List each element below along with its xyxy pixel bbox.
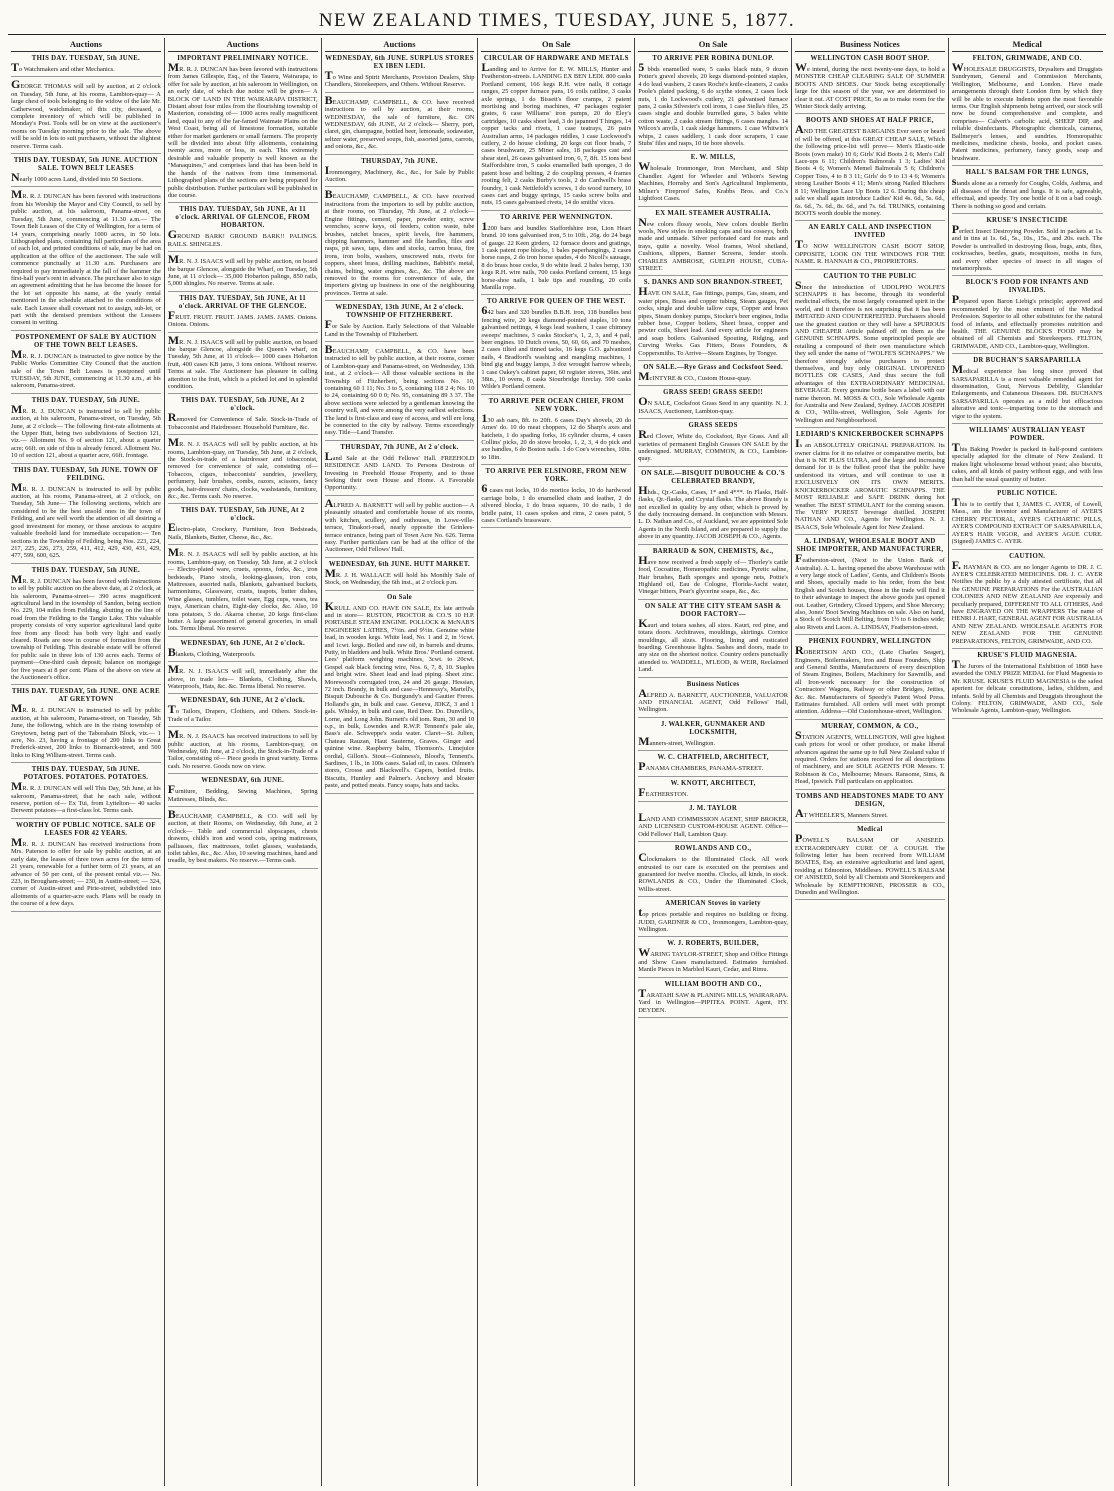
advertisement-body: STATION AGENTS, WELLINGTON, Will give highest cash prices for wool or other produce, or make liberal advances against the same up to full New Zealand value if required. Orders for stations received for all descriptions of machinery, and are SOLE AGENTS FOR Messrs. T. Robinson & Co., Melbourne; Messrs. Ransome, Sims, & Head, Ipswich. Full particulars on application. — [794, 727, 945, 786]
advertisement-heading: FELTON, GRIMWADE, AND CO. — [972, 55, 1082, 62]
advertisement — [11, 77, 161, 154]
advertisement — [325, 561, 475, 591]
advertisement-body: Prepared upon Baron Liebig's principle; approved and recommended by the most eminent of the Medical Profession. Superior to all other substitutes for the natural food of infants, and effectually promotes nutrition and health. THE GENUINE BLOCK'S FOOD may be obtained of all Chemists and Storekeepers. FELTON, GRIMWADE, AND CO., Lambton-quay, Wellington. — [951, 292, 1103, 350]
advertisement — [638, 154, 788, 206]
column-heading: On Sale — [481, 38, 631, 52]
advertisement-heading: THIS DAY. TUESDAY, 5th JUNE, At 2 o'clock. — [180, 507, 305, 523]
advertisement-body: New colors flossy wools, New colors double Berlin wools, New styles in smoking caps and tea cosseys, both made and unmade. Silver perforated card for mats and trays, quite a novelty. Wool frames, Wool shetland, Cushions, slippers, Banner Screens, fender stools. CHARLES AMBROSE, GUELPH HOUSE, CUBA-STREET. — [638, 214, 788, 272]
advertisement-heading: BLOCK'S FOOD FOR INFANTS AND INVALIDS. — [965, 279, 1089, 295]
advertisement — [11, 187, 161, 330]
advertisement-heading: PHŒNIX FOUNDRY, WELLINGTON — [808, 638, 932, 646]
advertisement-body: LAND AND COMMISSION AGENT, SHIP BROKER, AND LICENSED CUSTOM-HOUSE AGENT. Office—Odd Fellows' Hall, Lambton Quay. — [638, 810, 788, 838]
advertisement-body: ROBERTSON AND CO., (Late Charles Seager), Engineers, Boilermakers, Iron and Brass Founders, Ship and General Smiths, Manufacturers of every description of Steam Engines, Boilers, Machinery for Sawmills, and all Iron-work necessary for the construction of Contractors' Wagons, Railway or other Bridges, Jetties, &c. &c. Manufacturers of Speedy's Patent Wool Press. Estimates furnished. All orders will meet with prompt attention. Address—Old Customhouse-street, Wellington. — [794, 643, 945, 716]
advertisement — [952, 652, 1103, 719]
advertisement-heading: TO ARRIVE PER ELSINORE, FROM NEW YORK. — [485, 468, 628, 484]
advertisement — [167, 332, 318, 395]
advertisement — [638, 210, 788, 277]
advertisement-heading: PUBLIC NOTICE. — [997, 490, 1058, 498]
advertisement-body: MR. N. J. ISAACS has received instructions to sell by public auction, at his rooms, Lambton-quay, on Wednesday, 6th June, at 2 o'clock, the Stock-in-Trade of a Tailor, consisting of— Piece goods in great variety. Terms cash. No reserve. Goods now on view. — [167, 727, 318, 770]
advertisement — [795, 793, 945, 823]
advertisement-heading: MURRAY, COMMON, & CO., — [821, 722, 919, 730]
advertisement — [325, 444, 475, 496]
advertisement — [638, 780, 788, 802]
advertisement-heading: ON SALE.—BISQUIT DUBOUCHE & CO.'S CELEBRATED BRANDY, — [641, 469, 786, 485]
advertisement-body: ALFRED A. BARNETT will sell by public auction— A pleasantly situated and comfortable house of six rooms, with kitchen, scullery, and outhouses, in Lowe-ville-terrace, Tinakori-road, nearly opposite the Grinlees-terrace entrance, being part of Town Acre No. 626. Terms easy. Further particulars can be had at the office of the Auctioneer, Odd Fellows' Hall. — [324, 495, 475, 554]
advertisement-heading: A. LINDSAY, WHOLESALE BOOT AND SHOE IMPORTER, AND MANUFACTURER, — [796, 538, 944, 554]
advertisement-body: Ironmongery, Machinery, &c., &c., for Sale by Public Auction. — [324, 162, 475, 184]
advertisement — [481, 298, 631, 394]
advertisement — [325, 304, 475, 342]
advertisement-body: AND THE GREATEST BARGAINS Ever seen or heard of will be offered, at this GREAT CHEAP SALE, Which the following price-list will prove— Men's Elastic-side Boots (own make) 10 6; Girls' Kid Boots 2 6; Men's Calf Lace-ups 6 11; Children's Balmorals 1 3; Ladies' Kid Boots 4 6; Women's Memel Balmorals 5 6; Children's Copper Toes, 4 to 8 3 11; Girls' do 9 to 13 4 6; Women's strong Leather Boots 4 11; Men's strong Nailed Bluchers 8 11; Wellington Lace Up Boots 12 6. During this cheap sale we shall again introduce Ladies' Kid 4s. 6d., 5s. 6d., 6s. 6d., 7s. 6d., 8s. 6d., and 7s. 6d. TRUNKS, containing BOOTS worth double the money. — [794, 122, 945, 217]
advertisement-body: BEAUCHAMP, CAMPBELL, & CO. have received instructions from the importers to sell by public auction, at their rooms, on Thursday, 7th June, at 2 o'clock— Engine fittings, cement, paper, powder entry, screw wrenches, screw keys, oil feeders, cotton waste, tube brushes, ratchet braces, spirit levels, fire hammers, chipping hammers, hammer and file handles, files and rasps, pit saws, taps, dies and stocks, carron brass, fire irons, iron bolts, washers, unscrewed nuts, rivets for coppers, sheet brass, drilling machines, Babbitt's metal, chains, belting, water engines, &c., &c. The above are removed to the rooms for convenience of sale, the importers giving up business in one of the neighbouring provinces. Terms at sale. — [324, 187, 475, 297]
advertisement-heading: POSTPONEMENT OF SALE BY AUCTION OF THE TOWN BELT LEASES. — [15, 333, 157, 349]
advertisement-heading: LEDIARD'S KNICKERBOCKER SCHNAPPS — [795, 431, 944, 439]
advertisement-body: MR. N. J. ISAACS will sell by public auction, on board the barque Glencoe, alongside the Queen's wharf, on Tuesday, 5th June, at 11 o'clock— 1000 cases Hobarton fruit, 400 cases KB jams, 3 tons onions. Without reserve. Terms at sale. The Auctioneer has pleasure in calling attention to the fruit, which is a picked lot and in splendid condition. — [167, 332, 318, 390]
advertisement-body: MR. N. J. ISAACS will sell by public auction, at his rooms, Lambton-quay, on Tuesday, 5th June, at 2 o'clock, the Stock-in-trade of a hairdresser and tobacconist, removed for convenience of sale, consisting of— Tobaccos, cigars, tobacconists' sundries, jewellery, perfumery, hair brushes, combs, razors, scissors, fancy goods, hair-dressers' chairs, clocks, washstands, furniture, &c., &c. Terms cash. No reserve. — [167, 435, 318, 501]
advertisement-body: Clockmakers to the Illuminated Clock. All work entrusted to our care is executed on the premises and guaranteed for twelve months. Clocks, all kinds, in stock. ROWLANDS & CO., Under the Illuminated Clock, Willis-street. — [638, 850, 788, 893]
advertisement — [168, 55, 318, 203]
advertisement-heading: THIS DAY. TUESDAY, 5th JUNE. — [31, 566, 141, 574]
advertisement — [325, 55, 475, 93]
column-4 — [478, 38, 635, 1486]
advertisement-heading: AN EARLY CALL AND INSPECTION INVITED — [808, 224, 932, 240]
advertisement — [11, 55, 161, 77]
advertisement — [11, 688, 161, 763]
advertisement-body: Landing and to Arrive for E. W. MILLS, Hunter and Featherston-streets. LANDING EX BEN LEDI. 800 casks Portland cement, 166 kegs R.H. wire nails, 8 cottage ranges, 25 copper furnace pans, 16 coils rattline, 3 casks axle springs, 1 do Bissett's floor cramps, 2 patent mortising and boring machines, 47 packages register grates, 6 case Williams' iron pumps, 20 do Eley's cartridges, 10 casks sheet lead, 3 do japanned T hinges, 14 copper tacks and rivets, 1 case teatrays, 26 pairs Australian arms, 14 packages riddles, 1 case Lockwood's cutlery, 2 do house clothing, 20 kegs cut floor brads, 7 cases brushware, 25 Miner sales, 18 packages cast and shear steel, 26 cases galvanised iron, 6, 7, 8ft. 15 tons best Staffordshire iron, 5 casks enamelled bath sponges, 3 do patent hose and belting, 2 do coupling presses, 4 frames rooting felt, 2 casks Burby's tools, 2 do Cardwell's brass foundry, 1 cask Nettlefold's screws, 1 do wood turnery, 10 cases cart and buggy springs, 15 casks screw bolts and nuts, 15 cases galvanised rivets, 14 do smiths' vices. — [481, 60, 632, 207]
advertisement-body: MR. R. J. DUNCAN has been favored with instructions to sell by public auction on the above date, at 2 o'clock, at his saleroom, Panama-street— 390 acres magnificent agricultural land in the township of Sandon, being section No. 229, 104 miles from Feilding, abutting on the line of road from the Feilding to the Tangio Lake. This valuable property consists of very superior agricultural land quite free from any flood: has both very light and easily cleared. Roads are now in course of formation from the township of Feilding. This desirable estate will be offered for public sale in three lots of 130 acres each. Terms of payment—One-third cash deposit; balance on mortgage for five years at 8 per cent. Plans of the above on view at the Auctioneer's office. — [11, 571, 161, 681]
advertisement-body: Is an ABSOLUTELY ORIGINAL PREPARATION. Its owner claims for it no relative or comparative merits, but that it is NE PLUS ULTRA, and the large and increasing demand for it is the fullest proof that the public have understood its virtues, and will continue to use it EXCLUSIVELY ON ITS OWN MERITS. KNICKERBOCKER AROMATIC SCHNAPPS. THE MOST RELIABLE and SAFE DRINK during hot weather. The BEST STIMULANT for the coming season. The VERY PUREST beverage distilled. JOSEPH NATHAN AND CO., Agents for Wellington. N. J. ISAACS, Sole Wholesale Agent for New Zealand. — [794, 436, 945, 531]
advertisement-body: FEATHERSTON. — [638, 784, 689, 799]
advertisement — [638, 470, 788, 545]
advertisement-body: We intend, during the next twenty-one days, to hold a MONSTER CHEAP CLEARING SALE OF SUMMER BOOTS AND SHOES. Our Stock being exceptionally large for this season of the year, we are determined to clear it out. AT COST PRICE, So as to make room for the Winter Stock daily arriving. — [794, 60, 945, 111]
advertisement — [168, 777, 318, 807]
advertisement-body: 1200 bars and bundles Staffordshire iron, Lion Heart brand. 10 tons galvanised iron, 5 to 10ft., 26g. do 24 bags of gauge. 22 Keen girders, 12 furnace doors and gratings, 1 cask patent rope blocks, 1 bales paperhangings, 2 cases horse rasps, 2 do iron horse spades, 4 do Nicoll's sausage, 8 do brass hose cocks, 9 do white lead. 2 bales hemp, 130 kegs R.H. wire nails, 700 casks Portland cement, 15 kegs horse-shoe nails, 1 bale tips and rounding, 20 coils Manilla rope. — [481, 218, 632, 291]
advertisement — [638, 389, 788, 419]
advertisement-body: MR. R. J. DUNCAN is instructed to sell by public auction, at his saleroom, Panama-street, on Tuesday, 5th June, the following, which are in the rising township of Greytown, being part of the Taborahain Block, viz.— 1 acre, No. 23, having a frontage of 200 links to Great Frederick-street, 200 links to Bismarck-street, and 500 links to King William-street. Terms cash. — [11, 701, 161, 759]
column-6 — [792, 38, 949, 1486]
advertisement — [325, 158, 475, 188]
column-heading: Medical — [952, 38, 1103, 52]
advertisement-body: This is to certify that I, JAMES C. AYER, of Lowell, Mass., am the inventor and Manufacturer of AYER'S CHERRY PECTORAL, AYER'S CATHARTIC PILLS, AYER'S COMPOUND EXTRACT OF SARSAPARILLA, AYER'S HAIR VIGOR, and AYER'S AGUE CURE. (Signed) JAMES C. AYER. — [951, 495, 1103, 546]
advertisement — [168, 507, 318, 545]
advertisement-body: Blankets, Clothing, Waterproofs. — [167, 644, 256, 659]
advertisement — [638, 681, 788, 718]
advertisement — [795, 538, 945, 635]
advertisement-heading: KRUSE'S INSECTICIDE — [986, 216, 1068, 224]
advertisement-heading: BARRAUD & SON, CHEMISTS, &c., — [652, 547, 774, 555]
advertisement-heading: W. KNOTT, ARCHITECT, — [670, 779, 756, 787]
advertisement — [638, 754, 788, 776]
advertisement-heading: E. W. MILLS, — [690, 154, 736, 162]
advertisement-heading: CAUTION TO THE PUBLIC — [823, 272, 917, 280]
advertisement-body: AT WHEELER'S, Manners Street. — [794, 805, 888, 820]
advertisement-body: McINTYRE & CO., Custom House-quay. — [638, 369, 752, 383]
advertisement — [638, 900, 788, 937]
advertisement-heading: THIS DAY. TUESDAY, 5th JUNE. AUCTION SALE. TOWN BELT LEASES — [13, 157, 158, 173]
advertisement — [324, 187, 475, 301]
advertisement-heading: EX MAIL STEAMER AUSTRALIA. — [655, 209, 771, 217]
advertisement-heading: CIRCULAR OF HARDWARE AND METALS — [483, 55, 629, 62]
advertisement-body: To Tailors, Drapers, Clothiers, and Others. Stock-in-Trade of a Tailor. — [167, 702, 318, 723]
advertisement — [481, 55, 631, 211]
advertisement — [795, 224, 945, 269]
advertisement — [167, 662, 318, 694]
advertisement-heading: GRASS SEEDS — [688, 422, 738, 430]
advertisement-body: WHOLESALE DRUGGISTS, Drysalters and Druggists Sundrymen, General and Commission Merchants, Wellington, Melbourne, and London. Have made arrangements through their London firm by which they will be able to execute Indents upon the most favorable terms. Our English shipments being arrived, our stock will now be found comprehensive and complete, and comprises— Calvert's carbolic acid, SHEEP DIP, and reliable disinfectants. Photographic chemicals, cameras, Ballmeyer's lenses, and sundries. Homœopathic medicines, medicine chests, books, and pocket cases. Patent medicines, perfumery, fancy goods, soap and brushware. — [951, 60, 1103, 162]
advertisement-body: MR. J. H. WALLACE will hold his Monthly Sale of Stock, on Wednesday, the 6th inst., at 2 o'clock p.m. — [324, 565, 475, 587]
advertisement-body: BEAUCHAMP, CAMPBELL, & CO. will sell by auction, at their Rooms, on Wednesday, 6th June, at 2 o'clock— Table and commercial slopscapes, chests drawers, child's iron and wood cots, spring mattresses, palliasses, flax mattresses, toilet glasses, washstands, toilet tables, &c., &c. Also, 10 sewing machines, hand and treadle, by best makers. No reserve.—Terms cash. — [167, 807, 318, 865]
column-2 — [165, 38, 322, 1486]
advertisement — [638, 55, 788, 151]
masthead — [0, 0, 1114, 34]
advertisement-body: Featherston-street, (Next to the Union Bank of Australia). A. L. having opened the above Warehouse with a very large stock of Ladies', Gents, and Children's Boots and Shoes, specially made to his order, from the best English and Scotch houses, those in the trade will find it to their advantage to inspect the above goods just opened out. Leather, Grindery, Closed Uppers, and Shoe Mercery; also, Jones' Boot Sewing Machines on sale. Also on hand, a Stock of Scotch Mill Belting, from 1½ to 6 inches wide; also Rivets and Laces. A. LINDSAY, Featherston-street. — [794, 551, 945, 631]
newspaper-page — [8, 38, 1106, 1486]
advertisement — [638, 940, 788, 977]
advertisement-body: MR. R. J. DUNCAN will sell This Day, 5th June, at his saleroom, Panama-street, that he each sale, without reserve, portion of— Ex Tui, from Lyttelton— 40 sacks Derwent potatoes—a first-class lot. Terms cash. — [11, 779, 161, 815]
advertisement-body: BEAUCHAMP, CAMPBELL, & CO. have received instructions to sell by auction, at their rooms, WEDNESDAY, the sale of furniture, &c. ON WEDNESDAY, 6th JUNE, At 2 o'clock— Sherry, port, claret, gin, champagne, bottled beer, lemonade, sodawater, seltzer water, preserved soups, fish, assorted jams, carrots, and onions, &c., &c. — [324, 92, 475, 151]
advertisement — [168, 640, 318, 662]
advertisement-body: MR. R. J. DUNCAN has been favored with instructions from James Gillespie, Esq., of the Taueru, Wairarapa, to offer for sale by auction, at his saleroom in Wellington, on an early date, of which due notice will be given— A BLOCK OF LAND IN THE WAIRARAPA DISTRICT, Distant about four miles from the flourishing township of Masterton, consisting of— 1000 acres really magnificent land, equal to any of the far-famed Waimate Plains on the West Coast, being all of limestone formation, suitable either for market gardeners or small farmers. The property will be divided into about fifty allotments, containing twenty acres, more or less, in each. This extremely desirable and valuable property is well known as the "Manaquines," and comprises land that has been held in the hands of the natives from time immemorial. Lithographed plans of the sections are being prepared for public distribution. Further particulars will be published in due course. — [167, 60, 318, 199]
advertisement-heading: WEDNESDAY, 6th JUNE. SURPLUS STORES EX IBEN LEDI. — [325, 55, 474, 70]
advertisement-heading: CAUTION. — [1009, 552, 1046, 560]
advertisement — [11, 567, 161, 686]
advertisement-heading: Medical — [857, 826, 883, 834]
column-7 — [949, 38, 1106, 1486]
advertisement — [168, 397, 318, 435]
advertisement-heading: THURSDAY, 7th JUNE. — [361, 157, 438, 165]
advertisement-heading: TO ARRIVE PER ROBINA DUNLOP. — [652, 55, 774, 62]
advertisement-heading: KRUSE'S FLUID MAGNESIA. — [977, 651, 1077, 659]
advertisement — [638, 364, 788, 386]
advertisement-heading: TO ARRIVE PER WENNINGTON. — [500, 213, 613, 221]
advertisement — [167, 252, 318, 292]
advertisement — [638, 603, 788, 678]
advertisement — [638, 981, 788, 1018]
advertisement-heading: WEDNESDAY, 6th JUNE. HUTT MARKET. — [328, 560, 471, 568]
advertisement-body: 642 bars and 320 bundles B.B.H. iron, 118 bundles best fencing wire, 20 kegs diamond-pointed staples, 10 tons galvanised nettings, 4 kegs lead washers, 1 case chimney sweeps' machines, 3 casks Stocker's, 1, 2, 3, and 4 pail, beer engines. 10 Dutch ovens, 50, 60, 66, and 70 meshes, 2 cases tilted and tinned tacks, 16 kegs G.O. galvanized nails, 4 Bradford's washing and mangling machines, 1 bind gig and buggy lamps, 3 doz wrought harrow wheels, 1 case Oakey's cabinet paper, 60 register stoves, 36in. and 38in., 10 ovens, 8 casks Stourbridge fireclay. 500 casks Wilde's Portland cement. — [481, 303, 632, 391]
advertisement-heading: THURSDAY, 7th JUNE, At 2 o'clock. — [340, 443, 459, 451]
advertisement-heading: IMPORTANT PRELIMINARY NOTICE. — [177, 55, 309, 62]
advertisement-heading: ON SALE.—Rye Grass and Cocksfoot Seed. — [643, 364, 783, 371]
advertisement-body: Medical experience has long since proved that SARSAPARILLA is a most valuable remedial agent for dissemination, Gout, Nervous Debility, Glandular Enlargements, and Cutaneous Diseases. DR. BUCHAN'S SARSAPARILLA operates as a mild but efficacious alterative and tonic—imparting tone to the stomach and vigor to the system. — [951, 362, 1103, 420]
advertisement-body: Manners-street, Wellington. — [638, 733, 716, 748]
advertisement-heading: TO ARRIVE PER OCEAN CHIEF, FROM NEW YORK. — [488, 397, 624, 413]
advertisement — [11, 467, 161, 564]
advertisement — [952, 279, 1103, 354]
advertisement-body: The Jurors of the International Exhibition of 1868 have awarded the ONLY PRIZE MEDAL for Fluid Magnesia to Mr. KRUSE. KRUSE'S FLUID MAGNESIA is the safest aperient for delicate constitutions, ladies, children, and infants. Sold by all Chemists and Druggists throughout the Colony. FELTON, GRIMWADE, AND CO., Sole Wholesale Agents, Lambton-quay, Wellington. — [951, 656, 1103, 715]
advertisement-body: TARATAHI SAW & PLANING MILLS, WAIRARAPA. Yard in Wellington—PIPITEA POINT. Agent, HY. DEYDEN. — [638, 985, 788, 1014]
advertisement-body: Have now received a fresh supply of— Thorley's cattle food, Cocoatine, Homœopathic medicines, Pyretic saline, Hair brushes, Bath sponges and sponge nets, Pottie's Highland oil, Eau de Cologne, Florida-Ascht water, Vinegar bitters, Pear's glycerine soaps, &c., &c. — [638, 552, 788, 596]
advertisement — [952, 169, 1103, 214]
advertisement — [952, 490, 1103, 549]
advertisement-body: MR. R. J. DUNCAN is instructed to sell by public auction, at his rooms, Panama-street, at 2 o'clock, on Tuesday, 5th June— The following sections, which are considered to be the best unsold ones in the town of Feilding, and are well worth the attention of all desiring a good investment for money, or those anxious to acquire valuable freehold land for immediate occupation:— Ten sections in the Township of Feilding, being Nos. 223, 224, 217, 225, 226, 273, 259, 411, 412, 429, 430, 431, 429, 477, 599, 600, 625. — [11, 479, 161, 560]
advertisement-body: MR. R. J. DUNCAN is instructed to give notice by the Public Works Committee City Council that the auction sale of the Town Belt Leases is postponed until TUESDAY, 5th JUNE, commencing at 11.30 a.m., at his saleroom, Panama-street. — [11, 346, 161, 390]
advertisement — [638, 548, 788, 600]
advertisement — [952, 357, 1103, 424]
advertisement-body: Red Clover, White do, Cocksfoot, Rye Grass. And all varieties of permanent English Grasses ON SALE by the undersigned. MURRAY, COMMON, & CO., Lambton-quay. — [638, 427, 788, 463]
advertisement-body: 6 cases nut locks, 10 do mortice locks, 10 do hardwood carriage bolts, 1 do enamelled chain and leather, 2 do silvered blocks, 1 do brass squares, 10 do nails, 1 do bridle paint, 11 cases spokes and rims, 2 cases paint, 5 cases Cortland's brassware. — [481, 481, 632, 524]
advertisement — [952, 427, 1103, 487]
advertisement — [952, 553, 1103, 649]
advertisement-heading: ROWLANDS AND CO., — [674, 845, 752, 853]
advertisement — [167, 727, 318, 774]
advertisement-body: Hhds., Qr.-Casks, Cases, 1* and 4***. In Flasks, Half-flasks, Qr.-flasks, and Crystal flasks. The above Brandy is not excelled in quality by any other, which is proved by the daily increasing demand. In conjunction with Messrs. L. D. Nathan and Co., of Auckland, we are appointed Sole Agents in the North Island, and are prepared to supply the above in any quantity. JACOB JOSEPH & CO., Agents. — [638, 482, 788, 541]
column-heading: Business Notices — [795, 38, 945, 52]
column-5 — [635, 38, 792, 1486]
advertisement-body: MR. R. J. DUNCAN has been favored with instructions from his Worship the Mayor and City Council, to sell by public auction, at his saleroom, Panama-street, on Tuesday, 5th June, commencing at 11.30 a.m.— The Town Belt Leases of the City of Wellington, for a term of 14 years, comprising nearly 1000 acres, in 50 lots. Lithographed plans, containing full particulars of the area of each lot, and printed conditions of sale, may be had on application at the office of the auctioneer. The sale will commence punctually at 11.30 a.m. Purchasers are required to pay immediately at the fall of the hammer the first-half year's rent in advance. The purchaser also to sign an agreement admitting that he has become the lessee for the lot set opposite his name, at the yearly rental mentioned in the schedule attached to the conditions of sale. Each Lessee shall covenant not to assign, sub-let, or part with the demised premises without the Lessees consent in writing. — [11, 187, 161, 327]
advertisement — [795, 638, 945, 720]
advertisement-body: Since the introduction of UDOLPHO WOLFE'S SCHNAPPS it has become, through its wonderful medicinal effects, the most largely consumed spirit in the world, and it therefore is not surprising that it has been IMITATED AND COUNTERFEITED. Purchasers should use the greatest caution or they will have a SPURIOUS AND CHEAPER Article palmed off on them as the GENUINE SCHNAPPS. Some unprincipled people are retailing a compound of their own manufacture which they sell under the name of "WOLFE'S SCHNAPPS." We therefore strongly advise purchasers to protect themselves, and buy only ORIGINAL UNOPENED BOTTLES OR CASES, And thus secure the full advantages of this EXTRAORDINARY MEDICINAL BEVERAGE. Every genuine bottle bears a label with our name thereon. M. MOSS & CO., Sole Wholesale Agents for Australia and New Zealand, Sydney. JACOB JOSEPH & CO., Willis-street, Wellington, Sole Agents for Wellington and Neighbourhood. — [794, 277, 945, 424]
advertisement — [638, 721, 788, 751]
advertisement-heading: WEDNESDAY, 6th JUNE, At 2 o'clock. — [180, 697, 305, 705]
advertisement — [638, 422, 788, 467]
advertisement-heading: AMERICAN Stoves in variety — [665, 900, 761, 908]
advertisement — [167, 545, 318, 636]
advertisement — [11, 334, 161, 394]
advertisement-body: PANAMA CHAMBERS, PANAMA-STREET. — [638, 759, 764, 774]
advertisement-body: MR. R. J. DUNCAN has received instructions from Mrs. Paterson to offer for sale by public auction, at an early date, the leases of three town acres for the term of 21 years, renewable for a further term of 21 years, at an advance of 50 per cent, of the present rental viz.— No. 223, in Brougham-street; — 230, in Austin-street; — 324, corner of Austin-street and Pirie-street, subdivided into allotments of a quarter-acre each. Plans will be ready in the course of a few days. — [11, 834, 161, 908]
advertisement — [481, 468, 631, 528]
advertisement — [167, 807, 318, 869]
column-1 — [8, 38, 165, 1486]
advertisement-body: Electro-plate, Crockery, Furniture, Iron Bedsteads, Nails, Blankets, Butter, Cheese, &c., &c. — [167, 520, 318, 541]
advertisement-heading: WEDNESDAY, 6th JUNE, At 2 o'clock. — [180, 639, 305, 647]
advertisement — [11, 766, 161, 819]
advertisement-body: HAVE ON SALE, Gas fittings, pumps, Gas, steam, and water pipes, Brass and copper tubing, Steam gauges, Pet cocks, single and double tallow cups, Copper and brass pipes, Steam donkey pumps, Stocker's beer engines, India rubber hose, Copper boilers, Sheet brass, copper and pewter coils, Sheet lead. And every article for engineers and soap boilers. Galvanised Spouting, Ridging, and Curving Works. Gas Fitters, Brass Founders, & Coppersmiths. To Arrive—Steam Engines, by Tongye. — [638, 284, 788, 357]
advertisement — [481, 398, 631, 465]
advertisement-heading: THIS DAY. TUESDAY, 5th JUNE. ONE ACRE AT GREYTOWN — [11, 688, 160, 704]
column-heading: Auctions — [325, 38, 475, 52]
advertisement — [11, 397, 161, 464]
advertisement — [795, 826, 945, 900]
advertisement-heading: W. C. CHATFIELD, ARCHITECT, — [657, 754, 769, 762]
advertisement — [795, 273, 945, 429]
advertisement — [324, 92, 475, 155]
advertisement-body: top prices portable and requires no building or fixing. JUDD, GARDNER & CO., Ironmongers, Lambton-quay, Wellington. — [638, 905, 788, 934]
advertisement-body: MR. R. J. DUNCAN is instructed to sell by public auction, at his saleroom, Panama-street, on Tuesday, 5th June, at 2 o'clock— The following first-rate allotments at the Upper Hutt, being two subdivisions of Section 121, viz.— Allotment No. 9 of section 121, about a quarter acre; 66ft. on side of this is already fenced. Allotment No. 10 of section 121, about a quarter acre, 66ft. frontage. — [11, 401, 161, 460]
advertisement — [324, 495, 475, 558]
column-3 — [322, 38, 479, 1486]
advertisement-body: To Watchmakers and other Mechanics. — [11, 60, 115, 74]
advertisement — [795, 431, 945, 535]
advertisement-heading: ON SALE AT THE CITY STEAM SASH & DOOR FACTORY— — [644, 602, 782, 618]
newspaper-title: NEW ZEALAND TIMES, TUESDAY, JUNE 5, 1877. — [318, 10, 796, 31]
advertisement-heading: J. WALKER, GUNMAKER AND LOCKSMITH, — [660, 720, 766, 736]
advertisement-body: FRUIT. FRUIT. FRUIT. JAMS. JAMS. JAMS. Onions. Onions. Onions. — [167, 307, 318, 329]
advertisement-heading: WILLIAMS' AUSTRALIAN YEAST POWDER. — [969, 427, 1086, 443]
advertisement-heading: THIS DAY. TUESDAY, 5th JUNE. TOWN OF FEILDING. — [13, 466, 159, 482]
advertisement-body: Nearly 1000 acres Land, divided into 50 Sections. — [11, 170, 144, 185]
advertisement-heading: HALL'S BALSAM FOR THE LUNGS, — [965, 169, 1089, 177]
advertisement-heading: THIS DAY. TUESDAY, 5th JUNE. POTATOES. POTATOES. POTATOES. — [23, 766, 149, 782]
advertisement-body: BEAUCHAMP, CAMPBELL, & CO. have been instructed to sell by public auction, at their rooms, corner of Lambton-quay and Panama-street, on Wednesday, 13th inst., at 2 o'clock— All those valuable sections in the Township of Fitzherbert, being sections No. 10, containing 60 1 11; No. 3 to 5, containing 118 2 4; No. 10 to 24, containing 60 0 0; No. 95, containing 89 3 37. The above sections were selected by a gentleman knowing the country well, and were among the very earliest selections. The land is first-class and easy of access, and will ere long be connected to the city by railway. Terms exceedingly easy. Title—Land Transfer. — [324, 341, 475, 437]
advertisement — [952, 55, 1103, 166]
advertisement — [167, 435, 318, 504]
advertisement — [795, 55, 945, 114]
advertisement-body: 130 ash oars, 8ft. to 20ft. 6 cases Day's shovels, 20 do Ames' do. 10 do meat choppers, 12 do Sharp's axes and hatchets, 1 do spading forks, 16 cylinder churns, 4 cases Collins' picks, 20 do stove brooks, 1, 2, 3, 4 do pick and axe handles, 6 do Boston nails. 1 do Coe's wrenches, 10in. to 18in. — [481, 410, 632, 461]
advertisement-body: GROUND BARK! GROUND BARK!! PALINGS. RAILS. SHINGLES. — [167, 227, 318, 248]
advertisement — [11, 822, 161, 912]
masthead-rule — [8, 34, 1106, 35]
advertisement-body: TO NOW WELLINGTON CASH BOOT SHOP, OPPOSITE, LOOK ON THE WINDOWS FOR THE NAME. R. HANNAH & CO., PROPRIETORS. — [794, 237, 945, 266]
advertisement-body: ON SALE, Cocksfoot Grass Seed in any quantity. N. J. ISAACS, Auctioneer, Lambton-quay. — [638, 394, 788, 415]
advertisement-body: ALFRED A. BARNETT, AUCTIONEER, VALUATOR AND FINANCIAL AGENT, Odd Fellows' Hall, Wellington. — [638, 685, 788, 714]
advertisement — [11, 157, 161, 187]
advertisement-heading: BOOTS AND SHOES AT HALF PRICE, — [805, 117, 934, 125]
advertisement-body: MR. N. J. ISAACS will sell by public auction, on board the barque Glencoe, alongside the Wharf, on Tuesday, 5th June, at 11 o'clock— 35,000 Hobarton palings, 850 rails, 5,000 shingles. No reserve. Terms at sale. — [167, 252, 318, 288]
advertisement-heading: THIS DAY. TUESDAY, 5th JUNE, At 2 o'clock. — [180, 397, 305, 413]
advertisement — [638, 279, 788, 361]
advertisement-heading: THIS DAY. TUESDAY, 5th JUNE, At 11 o'clock. ARRIVAL OF GLENCOE, FROM HOBARTON. — [175, 206, 310, 230]
advertisement-body: 5 bbds enamelled ware, 5 casks black nuts, 9 dozen Potter's gravel shovels, 20 kegs diamond-pointed staples, 4 do lead washers, 2 cases Roche's knife-cleaners, 2 casks Poole's plated packing, 6 do scythe stones, 2 cases lock nuts, 1 do Lockwood's cutlery, 21 galvanised furnace pans, 2 casks Silvester's coil irons, 1 case Stella's files, 25 cases single and double burrelled guns, 3 bales white cotton waste, 2 casks stream fittings, 6 cases mangles. 14 Wilcox's anvils, 1 cask sledge hammers. 1 case Whitwin's whips, 2 cases saddlery, 1 cask door scrapers, 1 case Stubs' files and rasps, 10 tie bore shovels. — [638, 60, 788, 148]
advertisement — [168, 295, 318, 333]
column-heading: Auctions — [11, 38, 161, 52]
advertisement-body: This Baking Powder is packed in half-pound canisters specially adapted for the climate of New Zealand. It makes light wholesome bread without yeast; also biscuits, cakes, and all kinds of pastry without eggs, and with less than half the usual quantity of butter. — [951, 440, 1103, 483]
advertisement-heading: THIS DAY. TUESDAY, 5th JUNE. — [31, 396, 141, 404]
advertisement-body: Removed for Convenience of Sale. Stock-in-Trade of Tobacconist and Hairdresser. Household Furniture, &c. — [167, 410, 318, 431]
advertisement-body: WARING TAYLOR-STREET, Shop and Office Fittings and Show Cases manufactured. Estimates furnished. Mantle Pieces in Marbled Kauri, Cedar, and Rimu. — [638, 945, 788, 974]
advertisement-heading: WORTHY OF PUBLIC NOTICE. SALE OF LEASES FOR 42 YEARS. — [15, 821, 156, 837]
advertisement — [481, 214, 631, 296]
advertisement — [795, 117, 945, 221]
advertisement-body: KRULL AND CO. HAVE ON SALE, Ex late arrivals and in store— RUSTON, PROCTOR & CO.'S 10 H.P. PORTABLE STEAM ENGINE. POLLOCK & McNAB'S ENGINEERS' LATHES, 7½in. and 9½in. Genuine white lead, in wooden kegs. White lead, No. 1 and 2, in ½cwt. and 1cwt. kegs. Boiled and raw oil, in barrels and drums. Putty, in bladders and bulk. White Bros.' Portland cement. Lees' platform weighing machines, 3cwt. to 20cwt. Gospel oak black fencing wire, Nos. 6, 7, 8, 10. Staples and bright wire. Sheet lead and lead piping. Sheet zinc. Morewood's corrugated iron, 24 and 26 gauge. Hessian, 72 inch. Brandy, in bulk and case—Hennessy's, Martell's, Bisquit Dubouche & Co. Burgundy's and Gautier Freres. Holland's gin, in bulk and case. Geneva, JDKZ, 3 and 1 gals. Whisky, in bulk and case, Red Deer. Do. Dunville's, Lorne, and Long John. Burnett's old tom. Rum, 30 and 10 o.p., in bulk, Lowndes and R.W.P. Tennent's pale ale, Bass's ale. Schweppe's soda water. Claret—St. Julien, Chateau Rauzan, Haut Sauterne, Graves. Ginger and quinine wine. Raspberry balm, Thomson's. Limejuice cordial, Gillon's. Stout—Guinness's, Blood's, Tennent's. Sardines, 1 lb., in 100s cases. Salad oil, in cases. Oilmen's stores, Crosse and Blackwell's. Capers, bottled fruits. Biscuits, Huntley and Palmer's. Anchovy and bloater paste, and potted meats. Fancy soaps, hats and tacks. — [324, 598, 475, 790]
advertisement-body: F. HAYMAN & CO. are no longer Agents to DR. J. C. AYER'S CELEBRATED MEDICINES. DR. J. C. AYER Notifies the public by a duly attested certificate, that all the GENUINE PREPARATIONS For the AUSTRALIAN COLONIES AND NEW ZEALAND Are expressly and peculiarly prepared, DIFFERENT TO ALL OTHERS, And have ENGRAVED ON THE WRAPPERS The name of HENRI J. HART, GENERAL AGENT FOR AUSTRALIA AND NEW ZEALAND. WHOLESALE AGENTS FOR NEW ZEALAND FOR THE GENUINE PREPARATIONS, FELTON, GRIMWADE, AND CO. — [951, 557, 1103, 645]
advertisement-body: stands alone as a remedy for Coughs, Colds, Asthma, and all diseases of the throat and lungs. It is safe, agreeable, effectual, and speedy. Try one bottle of it on a bad cough. There is nothing so good and certain. — [951, 174, 1103, 210]
advertisement-heading: WELLINGTON CASH BOOT SHOP. — [810, 55, 930, 62]
column-heading: Auctions — [168, 38, 318, 52]
advertisement-heading: WEDNESDAY, 13th JUNE, At 2 o'clock. TOWNSHIP OF FITZHERBERT. — [335, 304, 464, 320]
advertisement-body: Land Sale at the Odd Fellows' Hall. FREEHOLD RESIDENCE AND LAND. To Persons Desirous of Investing in Freehold House Property, and to those Seeking their own House and Home. A Favorable Opportunity. — [324, 448, 475, 492]
advertisement — [324, 341, 475, 441]
advertisement-body: Kauri and totara sashes, all sizes. Kauri, red pine, and totara doors. Architraves, mouldings, skirtings. Cornice mouldings, all sizes. Flooring, lining and rusticated boarding. Greenhouse lights. Sashes and doors, made to any size on the shortest notice. Country orders punctually attended to. WADDELL, M'LEOD, & WEIR, Reclaimed Land. — [638, 615, 788, 674]
advertisement-heading: W. J. ROBERTS, BUILDER, — [667, 940, 759, 948]
advertisement-heading: S. DANKS AND SON BRANDON-STREET, — [643, 279, 783, 287]
advertisement-heading: GRASS SEED! GRASS SEED!! — [663, 389, 764, 397]
advertisement — [638, 805, 788, 842]
advertisement-body: MR. N. J. ISAACS will sell, immediately after the above, in trade lots— Blankets, Clothing, Shawls, Waterproofs, Hats, &c. &c. Terms liberal. No reserve. — [167, 662, 318, 690]
advertisement — [168, 697, 318, 727]
advertisement-body: POWELL'S BALSAM OF ANISEED. EXTRAORDINARY CURE OF A COUGH. The following letter has been received from WILLIAM BOATES, Esq. an extensive agriculturist and land agent, residing at Edmonton, Middlesex. POWELL'S BALSAM OF ANISEED, Sold by all Chemists and Storekeepers and Wholesale by KEMPTHORNE, PROSSER & CO., Dunedin and Wellington. — [794, 831, 945, 896]
advertisement-heading: THIS DAY. TUESDAY, 5th JUNE, At 11 o'clock. ARRIVAL OF THE GLENCOE. — [178, 294, 307, 310]
advertisement-body: GEORGE THOMAS will sell by auction, at 2 o'clock on Tuesday, 5th June, at his rooms, Lambton-quay— A large chest of tools belonging to the widow of the late Mr. Catherwood, watchmaker, of this city, deceased, a complete inventory of which will be published in Monday's Post. Tools will be on view at the auctioneer's rooms on Tuesday morning prior to the sale. The above will be sold in lots to suit purchasers, without the slightest reserve. Terms cash. — [11, 77, 161, 150]
advertisement — [168, 206, 318, 252]
advertisement-heading: TO ARRIVE FOR QUEEN OF THE WEST. — [486, 298, 626, 306]
advertisement-heading: TOMBS AND HEADSTONES MADE TO ANY DESIGN, — [795, 792, 944, 808]
advertisement-body: To Wine and Spirit Merchants, Provision Dealers, Ship Chandlers, Storekeepers, and Others. Without Reserve. — [324, 68, 475, 89]
advertisement — [795, 723, 945, 790]
advertisement-heading: J. M. TAYLOR — [689, 805, 738, 812]
advertisement-heading: Business Notices — [686, 680, 740, 688]
advertisement-body: Perfect Insect Destroying Powder. Sold in packets at 1s. and in tins at 1s. 6d., 5s., 10s., 15s., and 20s. each. The Powder is unrivalled in destroying fleas, bugs, ants, flies, cockroaches, beetles, gnats, mosquitoes, moths in furs, and every other species of insect in all stages of metamorphosis. — [951, 221, 1103, 272]
advertisement-heading: WILLIAM BOOTH AND CO., — [664, 980, 762, 988]
advertisement-heading: THIS DAY. TUESDAY, 5th JUNE. — [31, 55, 141, 62]
advertisement — [952, 217, 1103, 276]
advertisement-body: Wholesale Ironmonger, Iron Merchant, and Ship Chandler. Agent for Wheeler and Wilson's Sewing Machines, Hornsby and Son's Agricultural Implements, Milner's Fireproof Safes, Krabbs Bros. and Co.'s Lightfoot Cases. — [638, 159, 788, 203]
advertisement-body: For Sale by Auction. Early Selections of that Valuable Land in the Township of Fitzherbert. — [324, 317, 475, 338]
advertisement-heading: On Sale — [387, 593, 412, 601]
advertisement-heading: DR BUCHAN'S SARSAPARILLA — [973, 357, 1082, 365]
advertisement — [638, 845, 788, 897]
column-heading: On Sale — [638, 38, 788, 52]
advertisement-body: Furniture, Bedding, Sewing Machines, Spring Mattresses, Blinds, &c. — [167, 782, 318, 803]
advertisement — [325, 594, 475, 794]
advertisement-heading: WEDNESDAY, 6th JUNE. — [201, 777, 285, 785]
advertisement-body: MR. N. J. ISAACS will sell by public auction, at his rooms, Lambton-quay, on Tuesday, 5th June, at 2 o'clock— Electro-plated ware, cruets, spoons, forks, &c., iron bedsteads, Piano stools, looking-glasses, iron cots, Mattresses, assorted nails, Blankets, galvanised buckets, harmoniums, Glassware, cruets, teapots, butter dishes, Wine glasses, tumblers, toilet ware, Egg cups, vases, tea trays, American chairs, Eight-day clocks, &c. Also, 10 tons potatoes, 3 do. Akaroa cheese, 20 kegs first-class butter. A large assortment of general groceries, in small lots. Terms liberal. No reserve. — [167, 545, 318, 633]
